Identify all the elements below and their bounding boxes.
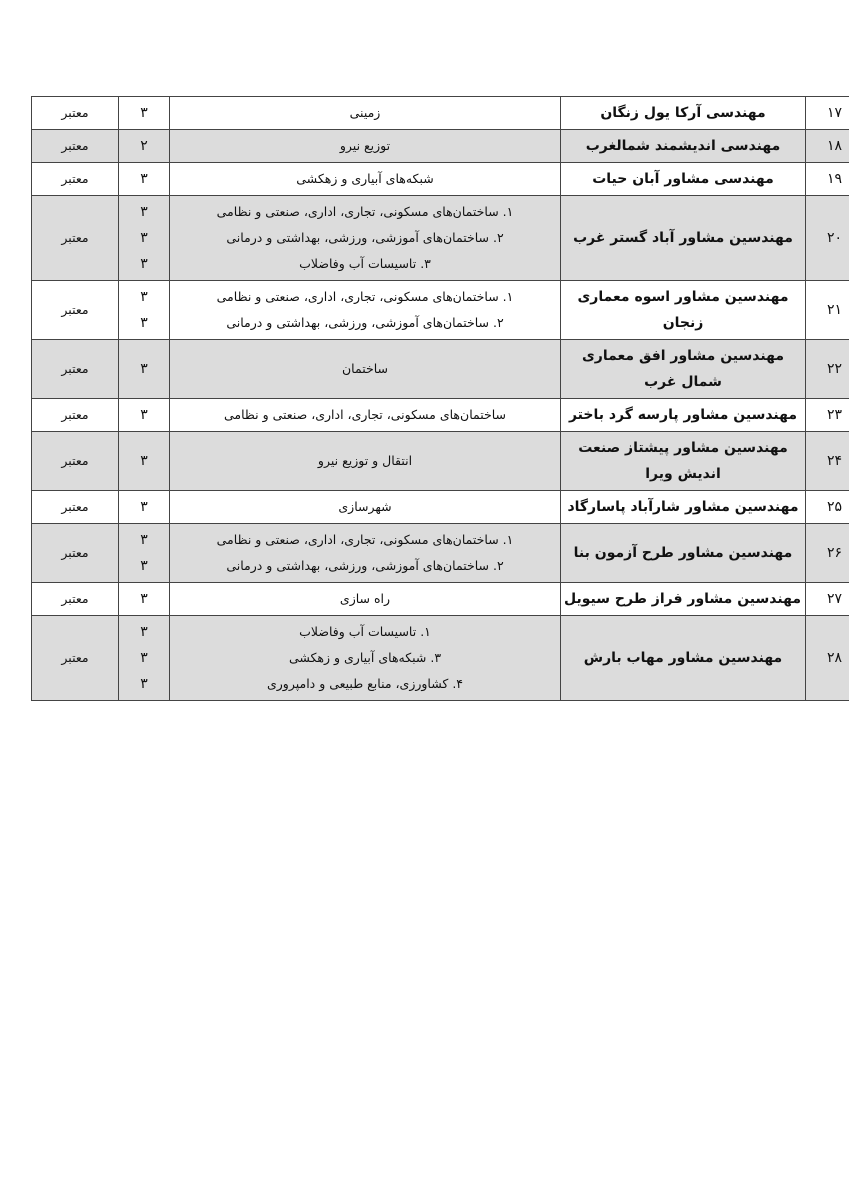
company-name-cell	[561, 491, 806, 524]
row-number-cell: ۲۳	[806, 399, 849, 432]
specialty-cell	[170, 130, 561, 163]
grade-cell	[119, 399, 170, 432]
row-number-cell: ۱۸	[806, 130, 849, 163]
specialty-line: شهرسازی	[338, 499, 392, 514]
table-row	[32, 399, 849, 432]
row-number-cell: ۲۴	[806, 432, 849, 491]
grade-cell	[119, 432, 170, 491]
company-name-line: مهندسین مشاور طرح آزمون بنا	[573, 545, 793, 561]
table-row	[32, 491, 849, 524]
status-cell: معتبر	[32, 196, 119, 281]
status-cell: معتبر	[32, 340, 119, 399]
grade-cell	[119, 583, 170, 616]
specialty-cell	[170, 281, 561, 340]
grade-cell	[119, 163, 170, 196]
company-name-cell	[561, 524, 806, 583]
specialty-line: انتقال و توزیع نیرو	[317, 453, 413, 468]
grade-value: ۳	[140, 650, 148, 666]
row-number-cell: ۲۰	[806, 196, 849, 281]
row-number-cell: ۲۵	[806, 491, 849, 524]
company-name-line: زنجان	[662, 315, 704, 331]
grade-cell	[119, 340, 170, 399]
specialty-line: ۱. ساختمان‌های مسکونی، تجاری، اداری، صنعتی و نظامی	[216, 204, 514, 219]
row-number-cell: ۲۸	[806, 616, 849, 701]
company-name-line: مهندسین مشاور فراز طرح سیویل	[564, 591, 801, 607]
company-name-line: مهندسی اندیشمند شمالغرب	[585, 138, 781, 154]
grade-value: ۳	[140, 171, 148, 187]
grade-value: ۳	[140, 256, 148, 272]
company-name-line: مهندسی مشاور آبان حیات	[592, 171, 774, 187]
grade-value: ۳	[140, 407, 148, 423]
consulting-firms-table	[31, 96, 849, 701]
specialty-line: شبکه‌های آبیاری و زهکشی	[296, 171, 434, 186]
grade-value: ۳	[140, 558, 148, 574]
specialty-line: زمینی	[349, 105, 381, 120]
specialty-line: ۳. شبکه‌های آبیاری و زهکشی	[288, 650, 442, 665]
specialty-line: ۱. ساختمان‌های مسکونی، تجاری، اداری، صنعتی و نظامی	[216, 532, 514, 547]
row-number-cell: ۲۶	[806, 524, 849, 583]
company-name-line: مهندسین مشاور اسوه معماری	[577, 289, 789, 305]
specialty-cell	[170, 97, 561, 130]
grade-value: ۳	[140, 289, 148, 305]
grade-cell	[119, 491, 170, 524]
specialty-line: توزیع نیرو	[339, 138, 391, 153]
company-name-line: مهندسین مشاور شارآباد پاسارگاد	[567, 499, 799, 515]
grade-value: ۳	[140, 105, 148, 121]
company-name-line: مهندسین مشاور آباد گستر غرب	[573, 230, 793, 246]
status-cell: معتبر	[32, 491, 119, 524]
grade-cell	[119, 616, 170, 701]
table-row	[32, 130, 849, 163]
company-name-line: شمال غرب	[644, 374, 722, 390]
grade-cell	[119, 97, 170, 130]
company-name-cell	[561, 583, 806, 616]
status-cell: معتبر	[32, 616, 119, 701]
grade-value: ۳	[140, 230, 148, 246]
grade-cell	[119, 196, 170, 281]
status-cell: معتبر	[32, 432, 119, 491]
company-name-cell	[561, 432, 806, 491]
specialty-line: ۲. ساختمان‌های آموزشی، ورزشی، بهداشتی و درمانی	[226, 230, 504, 245]
specialty-line: ۱. تاسیسات آب وفاضلاب	[299, 624, 431, 639]
status-cell: معتبر	[32, 399, 119, 432]
specialty-cell	[170, 583, 561, 616]
specialty-cell	[170, 196, 561, 281]
grade-cell	[119, 281, 170, 340]
status-cell: معتبر	[32, 524, 119, 583]
specialty-line: ساختمان‌های مسکونی، تجاری، اداری، صنعتی و نظامی	[223, 407, 507, 422]
grade-cell	[119, 524, 170, 583]
specialty-cell	[170, 163, 561, 196]
row-number-cell: ۱۷	[806, 97, 849, 130]
table-row	[32, 524, 849, 583]
company-name-line: مهندسین مشاور مهاب بارش	[583, 650, 783, 666]
specialty-cell	[170, 491, 561, 524]
company-name-line: مهندسین مشاور پارسه گرد باختر	[568, 407, 798, 423]
grade-value: ۲	[140, 138, 148, 154]
table-row	[32, 163, 849, 196]
table-row	[32, 432, 849, 491]
company-name-cell	[561, 130, 806, 163]
table-row	[32, 97, 849, 130]
grade-cell	[119, 130, 170, 163]
company-name-cell	[561, 399, 806, 432]
grade-value: ۳	[140, 204, 148, 220]
specialty-cell	[170, 399, 561, 432]
row-number-cell: ۲۲	[806, 340, 849, 399]
company-name-line: مهندسین مشاور افق معماری	[581, 348, 785, 364]
company-name-line: مهندسین مشاور پیشتاز صنعت	[578, 440, 788, 456]
specialty-line: ۲. ساختمان‌های آموزشی، ورزشی، بهداشتی و درمانی	[226, 315, 504, 330]
company-name-cell	[561, 163, 806, 196]
table-body	[32, 97, 849, 701]
company-name-cell	[561, 340, 806, 399]
specialty-line: ۳. تاسیسات آب وفاضلاب	[299, 256, 431, 271]
status-cell: معتبر	[32, 130, 119, 163]
grade-value: ۳	[140, 532, 148, 548]
row-number-cell: ۲۷	[806, 583, 849, 616]
specialty-line: ۴. کشاورزی، منابع طبیعی و دامپروری	[266, 676, 464, 691]
specialty-cell	[170, 432, 561, 491]
company-name-cell	[561, 616, 806, 701]
specialty-cell	[170, 616, 561, 701]
row-number-cell: ۱۹	[806, 163, 849, 196]
status-cell: معتبر	[32, 281, 119, 340]
specialty-line: ۲. ساختمان‌های آموزشی، ورزشی، بهداشتی و درمانی	[226, 558, 504, 573]
table-row	[32, 340, 849, 399]
grade-value: ۳	[140, 361, 148, 377]
specialty-line: ساختمان	[342, 361, 388, 376]
status-cell: معتبر	[32, 97, 119, 130]
grade-value: ۳	[140, 453, 148, 469]
company-name-line: اندیش ویرا	[645, 466, 721, 482]
row-number-cell: ۲۱	[806, 281, 849, 340]
company-name-cell	[561, 281, 806, 340]
specialty-line: راه سازی	[339, 591, 391, 606]
grade-value: ۳	[140, 676, 148, 692]
grade-value: ۳	[140, 315, 148, 331]
grade-value: ۳	[140, 591, 148, 607]
company-name-cell	[561, 97, 806, 130]
specialty-cell	[170, 524, 561, 583]
specialty-cell	[170, 340, 561, 399]
table-row	[32, 196, 849, 281]
grade-value: ۳	[140, 624, 148, 640]
table-row	[32, 281, 849, 340]
status-cell: معتبر	[32, 583, 119, 616]
table-row	[32, 583, 849, 616]
company-name-line: مهندسی آرکا یول زنگان	[600, 105, 766, 121]
table-row	[32, 616, 849, 701]
grade-value: ۳	[140, 499, 148, 515]
status-cell: معتبر	[32, 163, 119, 196]
specialty-line: ۱. ساختمان‌های مسکونی، تجاری، اداری، صنعتی و نظامی	[216, 289, 514, 304]
company-name-cell	[561, 196, 806, 281]
